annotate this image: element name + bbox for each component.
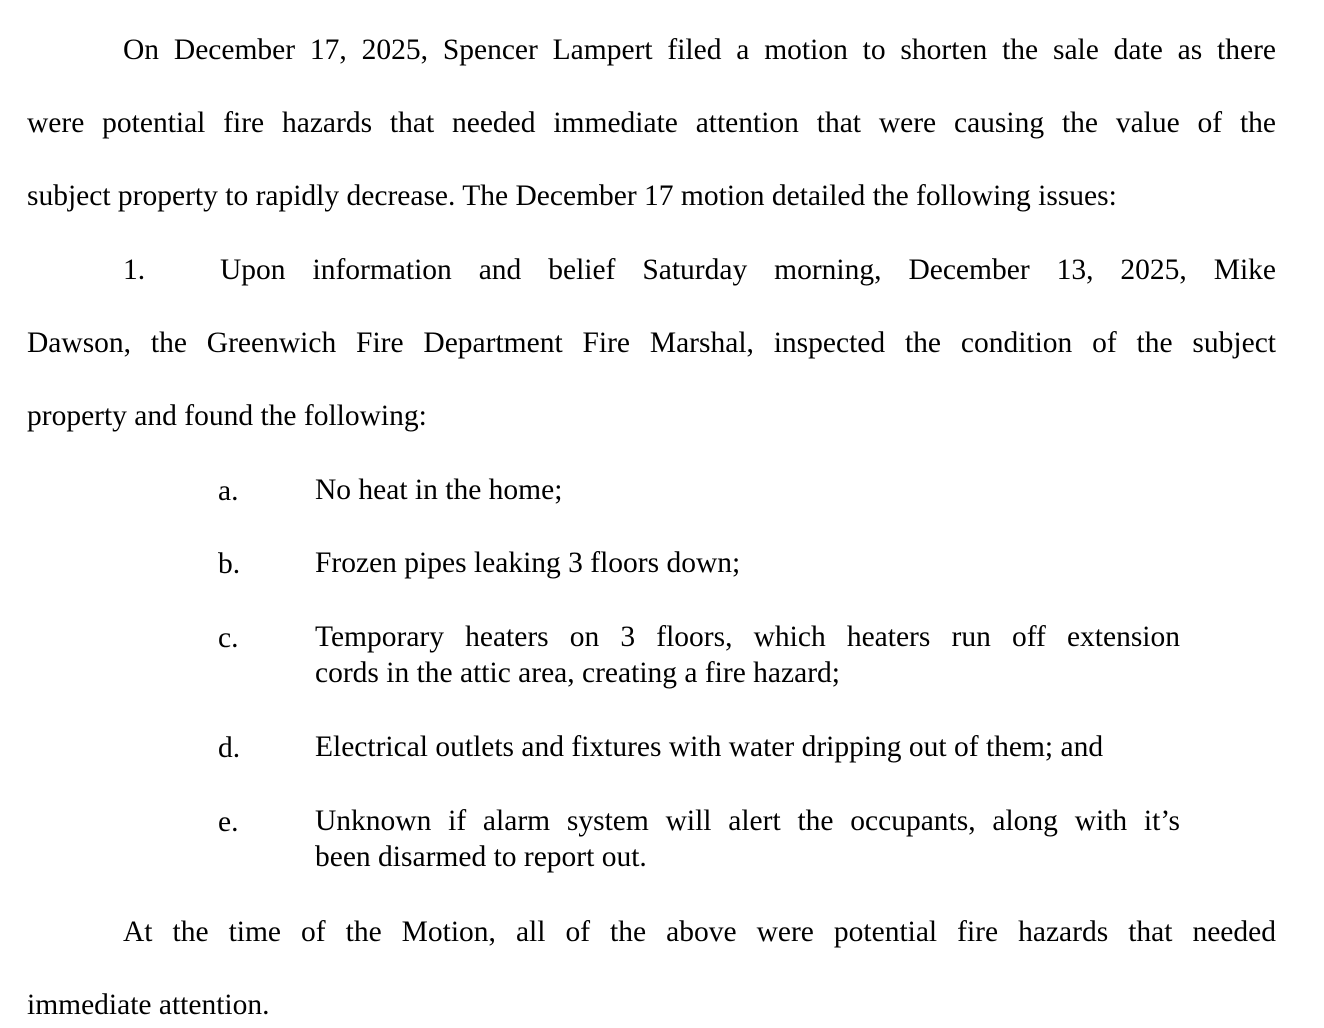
paragraph-1-line-3: subject property to rapidly decrease. The December 17 motion detailed the following issues: — [27, 180, 1117, 212]
paragraph-1-line-2: were potential fire hazards that needed immediate attention that were causing the value of the — [27, 107, 1276, 139]
sub-item-b-line-1: Frozen pipes leaking 3 floors down; — [315, 547, 741, 579]
item-1-number: 1. — [123, 254, 146, 286]
sub-item-d-letter: d. — [218, 732, 241, 764]
paragraph-2-line-2: immediate attention. — [27, 989, 270, 1021]
sub-item-d-line-1: Electrical outlets and fixtures with water dripping out of them; and — [315, 731, 1104, 763]
sub-item-e-text — [315, 803, 1180, 875]
sub-item-d-text — [315, 729, 1180, 765]
item-1-line-2: Dawson, the Greenwich Fire Department Fire Marshal, inspected the condition of the subject — [27, 327, 1276, 359]
item-1-line-1: Upon information and belief Saturday morning, December 13, 2025, Mike — [220, 254, 1276, 286]
sub-item-a-line-1: No heat in the home; — [315, 474, 563, 506]
sub-item-b-letter: b. — [218, 548, 241, 580]
sub-item-a-letter: a. — [218, 475, 239, 507]
sub-item-e-letter: e. — [218, 806, 239, 838]
sub-item-c-text — [315, 619, 1180, 691]
sub-item-b-text — [315, 545, 1180, 581]
sub-item-e-line-1: Unknown if alarm system will alert the occupants, along with it’s — [315, 805, 1180, 837]
item-1-line-3: property and found the following: — [27, 400, 427, 432]
sub-item-e-line-2: been disarmed to report out. — [315, 841, 647, 873]
sub-item-c-letter: c. — [218, 622, 239, 654]
paragraph-1-line-1: On December 17, 2025, Spencer Lampert filed a motion to shorten the sale date as there — [123, 34, 1276, 66]
sub-item-a-text — [315, 472, 1180, 508]
sub-item-c-line-2: cords in the attic area, creating a fire hazard; — [315, 657, 840, 689]
sub-item-c-line-1: Temporary heaters on 3 floors, which heaters run off extension — [315, 621, 1180, 653]
paragraph-2-line-1: At the time of the Motion, all of the above were potential fire hazards that needed — [123, 916, 1276, 948]
